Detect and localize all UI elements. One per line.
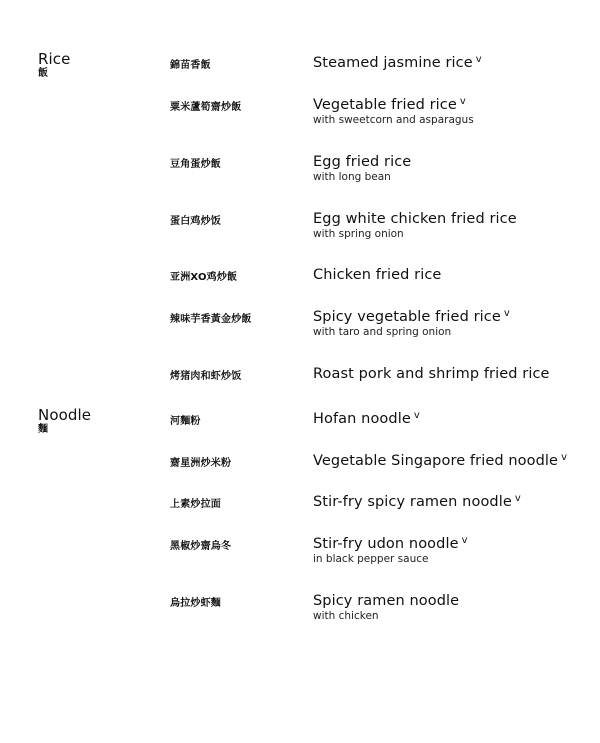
item-name-zh: 粟米蘆筍齋炒飯: [170, 102, 242, 113]
item-description: with spring onion: [313, 228, 404, 240]
vegetarian-mark: v: [475, 54, 482, 65]
item-en-block: [313, 208, 517, 240]
item-name-en: Spicy vegetable fried rice: [313, 309, 501, 325]
item-description: with sweetcorn and asparagus: [313, 114, 474, 126]
item-name-zh: 上素炒拉面: [170, 499, 221, 510]
item-description: in black pepper sauce: [313, 553, 429, 565]
item-name-zh: 蛋白鸡炒饭: [170, 216, 221, 227]
item-description: with chicken: [313, 610, 379, 622]
item-name-zh: 豆角蛋炒飯: [170, 159, 221, 170]
item-en-block: [313, 450, 567, 469]
item-name-en: Vegetable fried rice: [313, 97, 457, 113]
item-name-zh: 辣味芋香黃金炒飯: [170, 314, 252, 325]
item-name-zh: 亚洲XO鸡炒飯: [170, 272, 238, 283]
item-name-en: Steamed jasmine rice: [313, 55, 473, 71]
vegetarian-mark: v: [561, 452, 567, 463]
item-name-en: Roast pork and shrimp fried rice: [313, 366, 550, 382]
item-description: with long bean: [313, 171, 391, 183]
item-name-en: Vegetable Singapore fried noodle: [313, 453, 559, 469]
item-en-block: [313, 590, 459, 622]
item-en-block: [313, 491, 521, 510]
item-name-en: Stir-fry udon noodle: [313, 536, 459, 552]
item-en-block: [313, 306, 510, 338]
vegetarian-mark: v: [503, 308, 510, 319]
vegetarian-mark: v: [514, 493, 521, 504]
item-name-en: Egg white chicken fried rice: [313, 211, 517, 227]
section-title: [38, 408, 91, 435]
item-en-block: [313, 363, 550, 382]
item-name-zh: 河麵粉: [170, 416, 201, 427]
section-title-zh: 飯: [38, 67, 48, 79]
item-en-block: [313, 151, 411, 183]
item-name-en: Egg fried rice: [313, 154, 412, 170]
item-name-en: Hofan noodle: [313, 411, 411, 427]
section-title: [38, 52, 70, 79]
vegetarian-mark: v: [413, 410, 420, 421]
item-en-block: [313, 94, 474, 126]
section-title-en: Noodle: [38, 406, 92, 424]
item-en-block: [313, 408, 420, 427]
item-en-block: [313, 264, 441, 283]
item-name-en: Chicken fried rice: [313, 267, 442, 283]
vegetarian-mark: v: [461, 535, 468, 546]
item-name-zh: 烤猪肉和虾炒饭: [170, 371, 242, 382]
item-en-block: [313, 533, 468, 565]
item-name-en: Stir-fry spicy ramen noodle: [313, 494, 512, 510]
item-en-block: [313, 52, 482, 71]
item-name-en: Spicy ramen noodle: [313, 593, 460, 609]
item-name-zh: 齋星洲炒米粉: [170, 458, 232, 469]
vegetarian-mark: v: [459, 96, 466, 107]
item-name-zh: 黑椒炒齋烏冬: [170, 541, 232, 552]
section-title-en: Rice: [38, 50, 71, 68]
item-description: with taro and spring onion: [313, 326, 452, 338]
section-title-zh: 麵: [38, 423, 48, 435]
item-name-zh: 錦苗香飯: [170, 60, 211, 71]
item-name-zh: 烏拉炒虾麵: [170, 598, 221, 609]
